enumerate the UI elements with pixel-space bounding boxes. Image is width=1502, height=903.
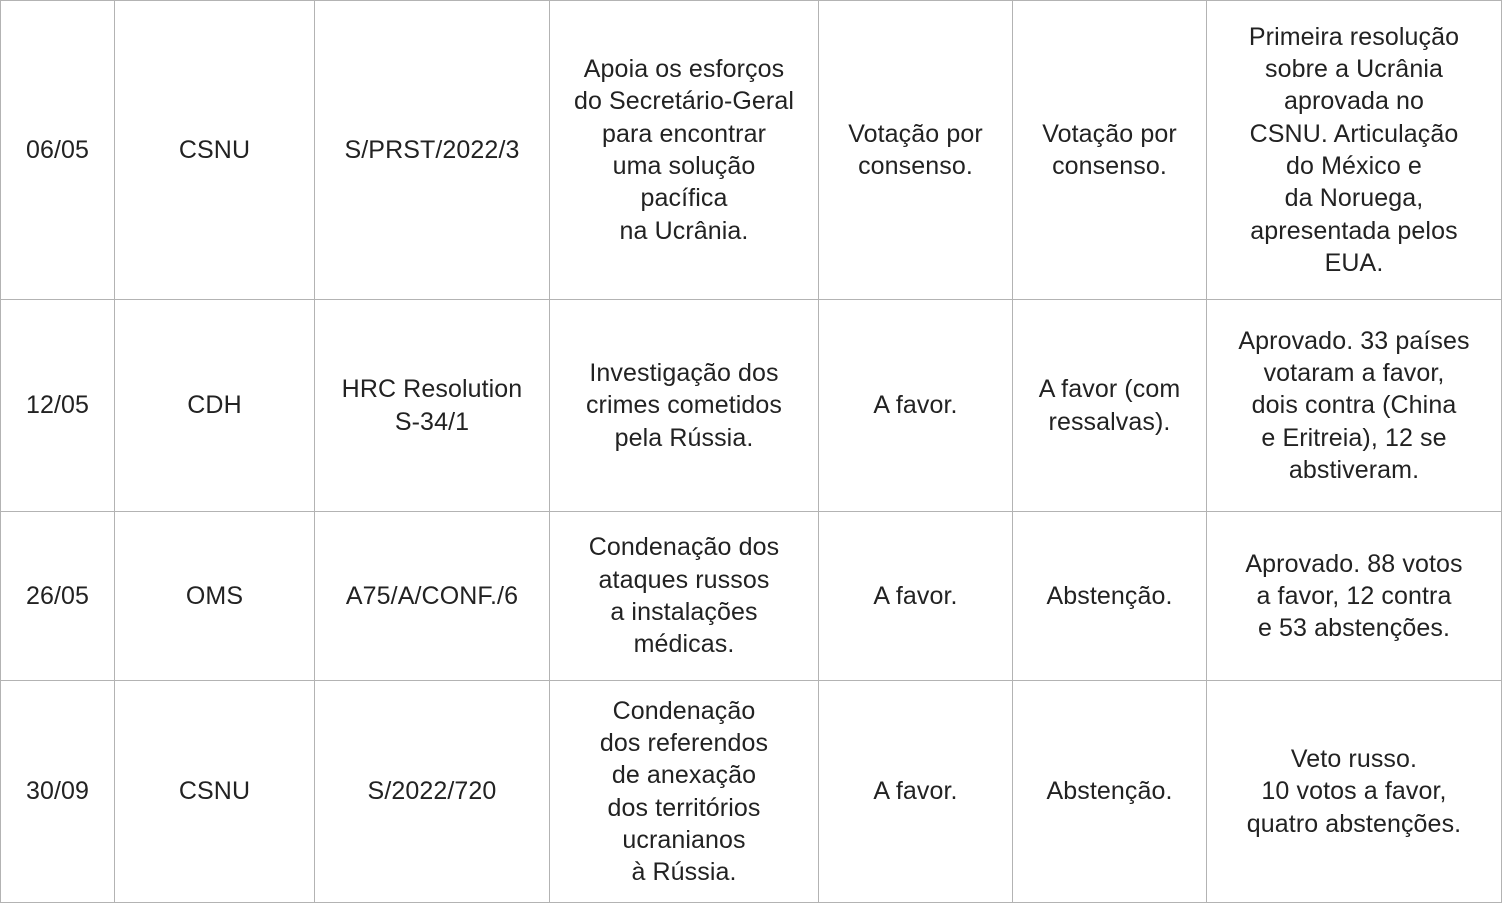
vote-cell-1: A favor. xyxy=(819,300,1013,512)
date-cell: 30/09 xyxy=(1,681,115,903)
vote-cell-2: A favor (com ressalvas). xyxy=(1013,300,1207,512)
organ-cell: CSNU xyxy=(115,1,315,300)
date-cell: 06/05 xyxy=(1,1,115,300)
result-cell: Primeira resolução sobre a Ucrânia aprovada no CSNU. Articulação do México e da Noruega, apresentada pelos EUA. xyxy=(1207,1,1502,300)
document-cell: HRC Resolution S-34/1 xyxy=(315,300,550,512)
organ-cell: CDH xyxy=(115,300,315,512)
table-row xyxy=(1,681,1502,903)
result-cell: Aprovado. 88 votos a favor, 12 contra e 53 abstenções. xyxy=(1207,512,1502,681)
vote-cell-2: Abstenção. xyxy=(1013,681,1207,903)
subject-cell: Apoia os esforços do Secretário-Geral para encontrar uma solução pacífica na Ucrânia. xyxy=(550,1,819,300)
result-cell: Veto russo. 10 votos a favor, quatro abstenções. xyxy=(1207,681,1502,903)
date-cell: 12/05 xyxy=(1,300,115,512)
organ-cell: OMS xyxy=(115,512,315,681)
vote-cell-2: Votação por consenso. xyxy=(1013,1,1207,300)
organ-cell: CSNU xyxy=(115,681,315,903)
document-cell: S/2022/720 xyxy=(315,681,550,903)
result-cell: Aprovado. 33 países votaram a favor, dois contra (China e Eritreia), 12 se abstiveram. xyxy=(1207,300,1502,512)
date-cell: 26/05 xyxy=(1,512,115,681)
table-row xyxy=(1,300,1502,512)
vote-cell-1: A favor. xyxy=(819,512,1013,681)
vote-cell-2: Abstenção. xyxy=(1013,512,1207,681)
document-cell: A75/A/CONF./6 xyxy=(315,512,550,681)
subject-cell: Condenação dos referendos de anexação dos territórios ucranianos à Rússia. xyxy=(550,681,819,903)
document-cell: S/PRST/2022/3 xyxy=(315,1,550,300)
subject-cell: Investigação dos crimes cometidos pela Rússia. xyxy=(550,300,819,512)
vote-cell-1: A favor. xyxy=(819,681,1013,903)
table-row xyxy=(1,512,1502,681)
table-row xyxy=(1,1,1502,300)
subject-cell: Condenação dos ataques russos a instalações médicas. xyxy=(550,512,819,681)
vote-cell-1: Votação por consenso. xyxy=(819,1,1013,300)
